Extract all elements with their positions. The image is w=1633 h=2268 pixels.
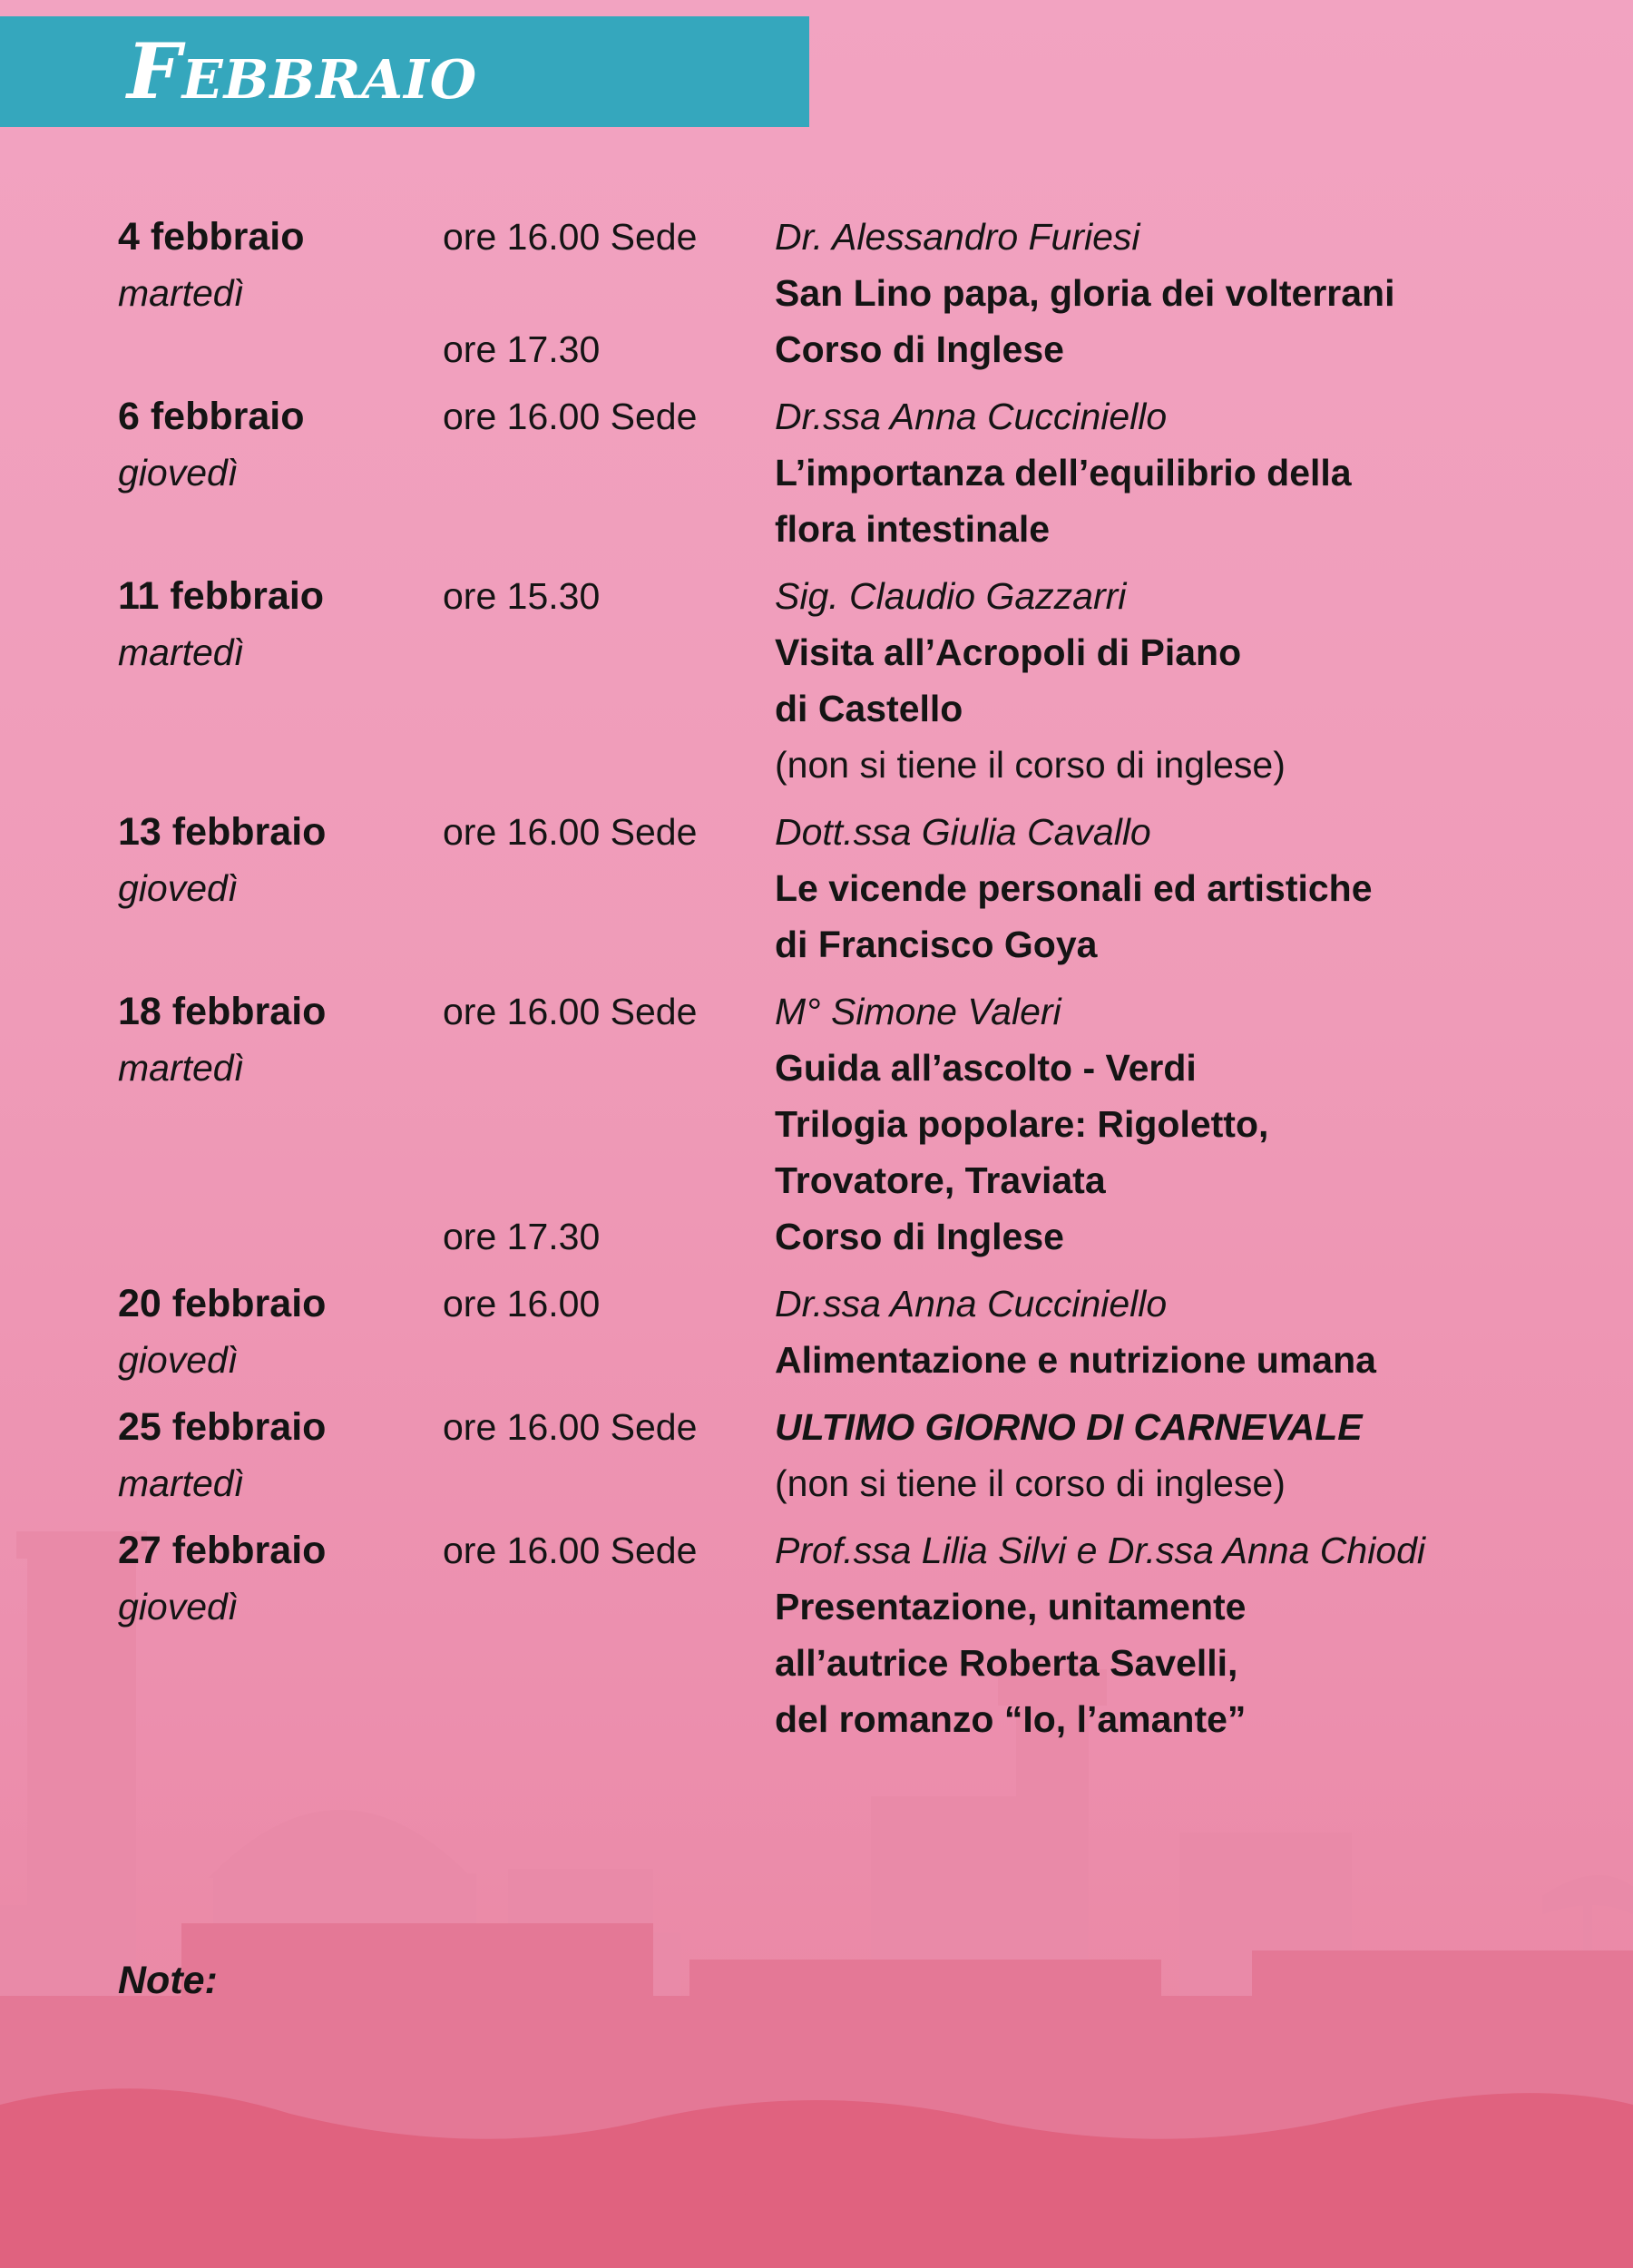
event-line bbox=[443, 501, 1533, 557]
event-text: (non si tiene il corso di inglese) bbox=[775, 744, 1286, 786]
event-time: ore 16.00 Sede bbox=[443, 216, 698, 258]
events-list bbox=[118, 209, 1533, 1758]
event-text: Visita all’Acropoli di Piano bbox=[775, 631, 1242, 673]
event-entry bbox=[118, 388, 1533, 557]
event-line bbox=[443, 1579, 1533, 1635]
event-entry bbox=[118, 983, 1533, 1265]
event-line bbox=[443, 860, 1533, 916]
event-text: (non si tiene il corso di inglese) bbox=[775, 1462, 1286, 1504]
event-time bbox=[443, 1152, 775, 1208]
event-time bbox=[443, 445, 775, 501]
event-date: 20 febbraio bbox=[118, 1282, 327, 1325]
event-weekday: giovedì bbox=[118, 867, 239, 909]
event-line bbox=[443, 1635, 1533, 1691]
event-date-column bbox=[118, 983, 443, 1265]
event-time bbox=[443, 737, 775, 793]
event-time: ore 15.30 bbox=[443, 575, 601, 617]
event-text: Dr.ssa Anna Cucciniello bbox=[775, 396, 1168, 437]
event-text: L’importanza dell’equilibrio della bbox=[775, 452, 1352, 494]
event-time bbox=[443, 860, 775, 916]
event-text: all’autrice Roberta Savelli, bbox=[775, 1642, 1238, 1684]
event-entry bbox=[118, 209, 1533, 377]
event-line bbox=[443, 804, 1533, 860]
event-line bbox=[443, 265, 1533, 321]
month-title: Febbraio bbox=[127, 26, 478, 116]
event-line bbox=[443, 388, 1533, 445]
event-line bbox=[443, 1332, 1533, 1388]
event-date: 6 febbraio bbox=[118, 395, 305, 438]
event-line bbox=[443, 1208, 1533, 1265]
event-text: flora intestinale bbox=[775, 508, 1051, 550]
event-text: Sig. Claudio Gazzarri bbox=[775, 575, 1127, 617]
event-text: Le vicende personali ed artistiche bbox=[775, 867, 1373, 909]
event-date: 27 febbraio bbox=[118, 1529, 327, 1572]
event-time: ore 16.00 Sede bbox=[443, 1406, 698, 1448]
event-date: 4 febbraio bbox=[118, 215, 305, 259]
event-line bbox=[443, 624, 1533, 680]
event-text: di Castello bbox=[775, 688, 963, 729]
event-line bbox=[443, 983, 1533, 1040]
event-date-column bbox=[118, 1399, 443, 1511]
event-text: Dr.ssa Anna Cucciniello bbox=[775, 1283, 1168, 1325]
event-details bbox=[443, 1399, 1533, 1511]
event-time: ore 16.00 Sede bbox=[443, 1530, 698, 1571]
event-time bbox=[443, 1579, 775, 1635]
event-details bbox=[443, 1522, 1533, 1747]
event-time bbox=[443, 1691, 775, 1747]
event-entry bbox=[118, 1399, 1533, 1511]
event-time bbox=[443, 624, 775, 680]
event-time: ore 17.30 bbox=[443, 1216, 601, 1257]
event-date: 25 febbraio bbox=[118, 1405, 327, 1449]
event-time: ore 17.30 bbox=[443, 328, 601, 370]
event-line bbox=[443, 1276, 1533, 1332]
event-time bbox=[443, 1096, 775, 1152]
event-text: M° Simone Valeri bbox=[775, 991, 1061, 1032]
event-text: San Lino papa, gloria dei volterrani bbox=[775, 272, 1395, 314]
event-line bbox=[443, 1096, 1533, 1152]
event-text: ULTIMO GIORNO DI CARNEVALE bbox=[775, 1406, 1363, 1448]
event-time: ore 16.00 Sede bbox=[443, 811, 698, 853]
event-time bbox=[443, 265, 775, 321]
event-date-column bbox=[118, 209, 443, 377]
event-entry bbox=[118, 568, 1533, 793]
event-details bbox=[443, 568, 1533, 793]
event-line bbox=[443, 568, 1533, 624]
event-text: Presentazione, unitamente bbox=[775, 1586, 1247, 1628]
event-line bbox=[443, 321, 1533, 377]
event-line bbox=[443, 1399, 1533, 1455]
event-date-column bbox=[118, 388, 443, 557]
event-weekday: martedì bbox=[118, 272, 244, 314]
event-time bbox=[443, 1332, 775, 1388]
event-weekday: giovedì bbox=[118, 1339, 239, 1381]
event-time bbox=[443, 680, 775, 737]
event-text: Prof.ssa Lilia Silvi e Dr.ssa Anna Chiodi bbox=[775, 1530, 1426, 1571]
event-weekday: martedì bbox=[118, 1047, 244, 1089]
event-text: del romanzo “Io, l’amante” bbox=[775, 1698, 1247, 1740]
event-time: ore 16.00 Sede bbox=[443, 991, 698, 1032]
event-text: Trovatore, Traviata bbox=[775, 1159, 1106, 1201]
event-time bbox=[443, 1040, 775, 1096]
event-text: Trilogia popolare: Rigoletto, bbox=[775, 1103, 1269, 1145]
event-date-column bbox=[118, 804, 443, 973]
event-time: ore 16.00 bbox=[443, 1283, 601, 1325]
event-text: Guida all’ascolto - Verdi bbox=[775, 1047, 1197, 1089]
event-line bbox=[443, 916, 1533, 973]
event-time: ore 16.00 Sede bbox=[443, 396, 698, 437]
event-date-column bbox=[118, 568, 443, 793]
event-line bbox=[443, 1522, 1533, 1579]
event-details bbox=[443, 804, 1533, 973]
event-details bbox=[443, 209, 1533, 377]
event-date-column bbox=[118, 1276, 443, 1388]
event-text: Corso di Inglese bbox=[775, 1216, 1064, 1257]
event-line bbox=[443, 445, 1533, 501]
event-time bbox=[443, 501, 775, 557]
event-time bbox=[443, 1455, 775, 1511]
event-line bbox=[443, 1691, 1533, 1747]
event-line bbox=[443, 680, 1533, 737]
event-line bbox=[443, 737, 1533, 793]
event-entry bbox=[118, 804, 1533, 973]
notes-label: Note: bbox=[118, 1959, 218, 2002]
event-weekday: martedì bbox=[118, 1462, 244, 1504]
event-text: Corso di Inglese bbox=[775, 328, 1064, 370]
event-text: Alimentazione e nutrizione umana bbox=[775, 1339, 1376, 1381]
event-weekday: giovedì bbox=[118, 1586, 239, 1628]
event-line bbox=[443, 1455, 1533, 1511]
event-details bbox=[443, 1276, 1533, 1388]
event-text: Dr. Alessandro Furiesi bbox=[775, 216, 1140, 258]
event-time bbox=[443, 1635, 775, 1691]
event-date: 11 febbraio bbox=[118, 574, 325, 618]
event-date: 18 febbraio bbox=[118, 990, 327, 1033]
event-entry bbox=[118, 1276, 1533, 1388]
event-weekday: giovedì bbox=[118, 452, 239, 494]
event-date: 13 febbraio bbox=[118, 810, 327, 854]
event-line bbox=[443, 1152, 1533, 1208]
event-line bbox=[443, 1040, 1533, 1096]
event-details bbox=[443, 388, 1533, 557]
event-entry bbox=[118, 1522, 1533, 1747]
event-line bbox=[443, 209, 1533, 265]
event-weekday: martedì bbox=[118, 631, 244, 673]
event-text: di Francisco Goya bbox=[775, 924, 1098, 965]
event-text: Dott.ssa Giulia Cavallo bbox=[775, 811, 1151, 853]
event-time bbox=[443, 916, 775, 973]
event-date-column bbox=[118, 1522, 443, 1747]
event-details bbox=[443, 983, 1533, 1265]
